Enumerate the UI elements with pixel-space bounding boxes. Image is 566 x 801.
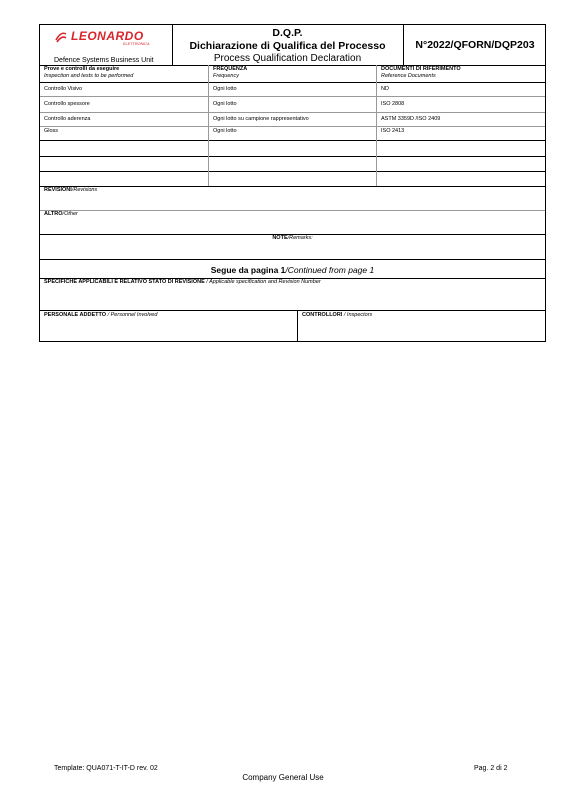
table-cell-test: Controllo Visivo — [44, 86, 83, 92]
table-row-rule — [40, 126, 545, 127]
leonardo-logo-icon — [54, 30, 68, 44]
table-cell-reference: ND — [381, 86, 389, 92]
table-cell-test: Gloss — [44, 128, 59, 134]
other-label: ALTRO/Other — [44, 211, 78, 217]
table-cell-frequency: Ogni lotto — [213, 86, 237, 92]
title-english: Process Qualification Declaration — [213, 53, 362, 64]
table-cell-reference: ISO 2808 — [381, 101, 405, 107]
table-header-rule — [40, 82, 545, 83]
col-tests-header: Prove e controlli da eseguire — [44, 66, 120, 72]
continued-from-page: Segue da pagina 1/Continued from page 1 — [210, 265, 375, 275]
specifications-label: SPECIFICHE APPLICABILI E RELATIVO STATO DI REVISIONE / Applicable specification and Revision Number — [44, 279, 321, 285]
revisions-label: REVISIONI/Revisions — [44, 187, 98, 193]
section-rule — [40, 310, 545, 311]
table-cell-reference: ISO 2413 — [381, 128, 405, 134]
section-rule — [40, 210, 545, 211]
table-cell-test: Controllo aderenza — [44, 116, 91, 122]
table-cell-frequency: Ogni lotto su campione rappresentativo — [213, 116, 309, 122]
personnel-label: PERSONALE ADDETTO / Personnel Involved — [44, 312, 158, 318]
header-divider — [403, 25, 404, 65]
table-cell-reference: ASTM 3359D /ISO 2409 — [381, 116, 441, 122]
col-frequency-header: FREQUENZA — [213, 66, 248, 72]
page-number: Pag. 2 di 2 — [474, 765, 508, 772]
document-number: N°2022/QFORN/DQP203 — [415, 39, 535, 51]
col-tests-subheader: Inspection and tests to be performed — [44, 73, 134, 79]
title-code: D.Q.P. — [272, 27, 303, 39]
notes-label: NOTE/Remarks: — [272, 235, 313, 241]
table-cell-frequency: Ogni lotto — [213, 128, 237, 134]
brand-logo-text: LEONARDO — [71, 29, 144, 43]
classification-label: Company General Use — [242, 773, 324, 782]
table-row-rule — [40, 96, 545, 97]
inspectors-label: CONTROLLORI / Inspectors — [302, 312, 373, 318]
table-row-rule — [40, 186, 545, 187]
table-cell-test: Controllo spessore — [44, 101, 90, 107]
table-row-rule — [40, 112, 545, 113]
col-reference-subheader: Reference Documents — [381, 73, 436, 79]
col-frequency-subheader: Frequency — [213, 73, 239, 79]
brand-logo-subtext: ELETTRONICA — [123, 42, 150, 46]
template-reference: Template: QUA071-T-IT-D rev. 02 — [54, 765, 158, 772]
table-row-rule — [40, 156, 545, 157]
table-column-divider — [376, 65, 377, 186]
table-row-rule — [40, 140, 545, 141]
header-divider — [172, 25, 173, 65]
col-reference-header: DOCUMENTI DI RIFERIMENTO — [381, 66, 461, 72]
table-row-rule — [40, 171, 545, 172]
section-rule — [40, 259, 545, 260]
personnel-divider — [297, 310, 298, 342]
qualification-form — [39, 24, 546, 342]
title-italian: Dichiarazione di Qualifica del Processo — [189, 40, 386, 52]
business-unit: Defence Systems Business Unit — [54, 57, 154, 64]
table-cell-frequency: Ogni lotto — [213, 101, 237, 107]
table-column-divider — [208, 65, 209, 186]
